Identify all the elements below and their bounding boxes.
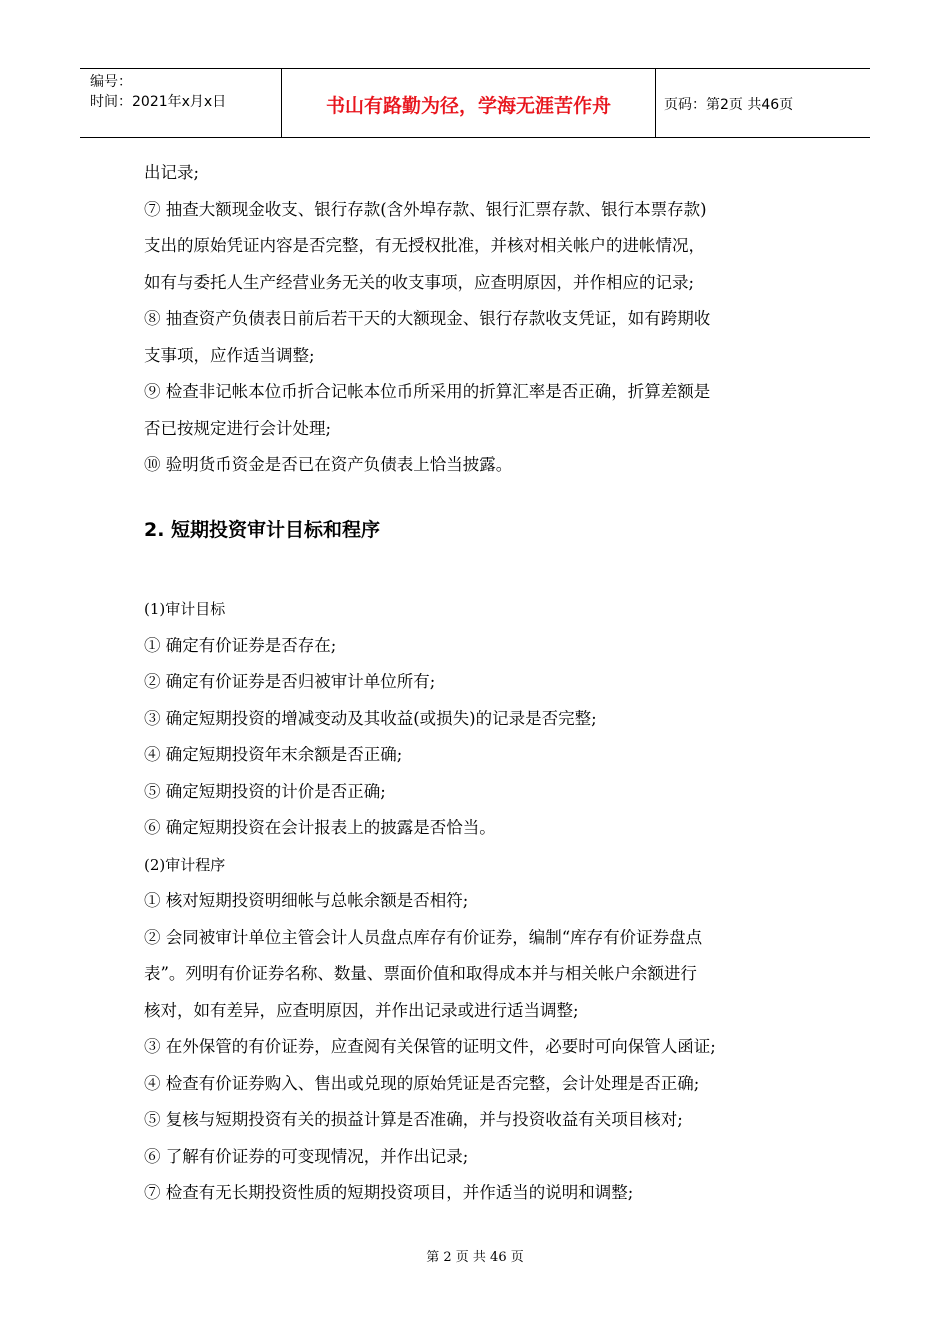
time-label: 时间：2021年x月x日 bbox=[90, 94, 227, 110]
text-line: ⑥ 确定短期投资在会计报表上的披露是否恰当。 bbox=[144, 818, 496, 837]
text-line: 支事项，应作适当调整; bbox=[144, 345, 315, 365]
text-line: ③ 在外保管的有价证券，应查阅有关保管的证明文件，必要时可向保管人函证; bbox=[144, 1037, 716, 1056]
text-line: ⑥ 了解有价证券的可变现情况，并作出记录; bbox=[144, 1146, 469, 1166]
text-line: 出记录; bbox=[144, 163, 200, 182]
text-line: ① 核对短期投资明细帐与总帐余额是否相符; bbox=[144, 891, 469, 910]
page-footer: 第 2 页 共 46 页 bbox=[426, 1250, 524, 1265]
body-text-top bbox=[144, 155, 824, 484]
text-line: ⑤ 确定短期投资的计价是否正确; bbox=[144, 781, 386, 801]
section-title: 2. 短期投资审计目标和程序 bbox=[144, 519, 381, 541]
header-table bbox=[80, 68, 870, 138]
text-line: ④ 检查有价证券购入、售出或兑现的原始凭证是否完整，会计处理是否正确; bbox=[144, 1073, 700, 1093]
text-line: 支出的原始凭证内容是否完整，有无授权批准，并核对相关帐户的进帐情况， bbox=[144, 236, 705, 255]
body-text-bottom bbox=[144, 591, 824, 1212]
text-line: ⑩ 验明货币资金是否已在资产负债表上恰当披露。 bbox=[144, 455, 513, 474]
text-line: 如有与委托人生产经营业务无关的收支事项，应查明原因，并作相应的记录; bbox=[144, 272, 695, 292]
text-line: 核对，如有差异，应查明原因，并作出记录或进行适当调整; bbox=[144, 1000, 579, 1020]
text-line: ④ 确定短期投资年末余额是否正确; bbox=[144, 745, 403, 764]
text-line: ② 会同被审计单位主管会计人员盘点库存有价证券，编制“库存有价证券盘点 bbox=[144, 927, 703, 947]
text-line: 表”。列明有价证券名称、数量、票面价值和取得成本并与相关帐户余额进行 bbox=[144, 964, 697, 983]
text-line: ⑦ 抽查大额现金收支、银行存款(含外埠存款、银行汇票存款、银行本票存款) bbox=[144, 199, 707, 219]
text-line: ⑦ 检查有无长期投资性质的短期投资项目，并作适当的说明和调整; bbox=[144, 1183, 634, 1202]
header-motto: 书山有路勤为径，学海无涯苦作舟 bbox=[282, 69, 656, 137]
subsection-heading: (1)审计目标 bbox=[144, 600, 226, 618]
header-page-info: 页码：第2页 共46页 bbox=[664, 97, 794, 113]
text-line: ⑤ 复核与短期投资有关的损益计算是否准确，并与投资收益有关项目核对; bbox=[144, 1110, 683, 1129]
text-line: ③ 确定短期投资的增减变动及其收益(或损失)的记录是否完整; bbox=[144, 708, 597, 728]
number-label: 编号： bbox=[90, 74, 132, 90]
text-line: ② 确定有价证券是否归被审计单位所有; bbox=[144, 672, 436, 691]
header-meta bbox=[80, 69, 282, 137]
subsection-heading: (2)审计程序 bbox=[144, 855, 226, 874]
text-line: ⑨ 检查非记帐本位币折合记帐本位币所采用的折算汇率是否正确，折算差额是 bbox=[144, 382, 711, 401]
text-line: ① 确定有价证券是否存在; bbox=[144, 635, 337, 655]
text-line: 否已按规定进行会计处理; bbox=[144, 418, 332, 438]
text-line: ⑧ 抽查资产负债表日前后若干天的大额现金、银行存款收支凭证，如有跨期收 bbox=[144, 309, 711, 328]
